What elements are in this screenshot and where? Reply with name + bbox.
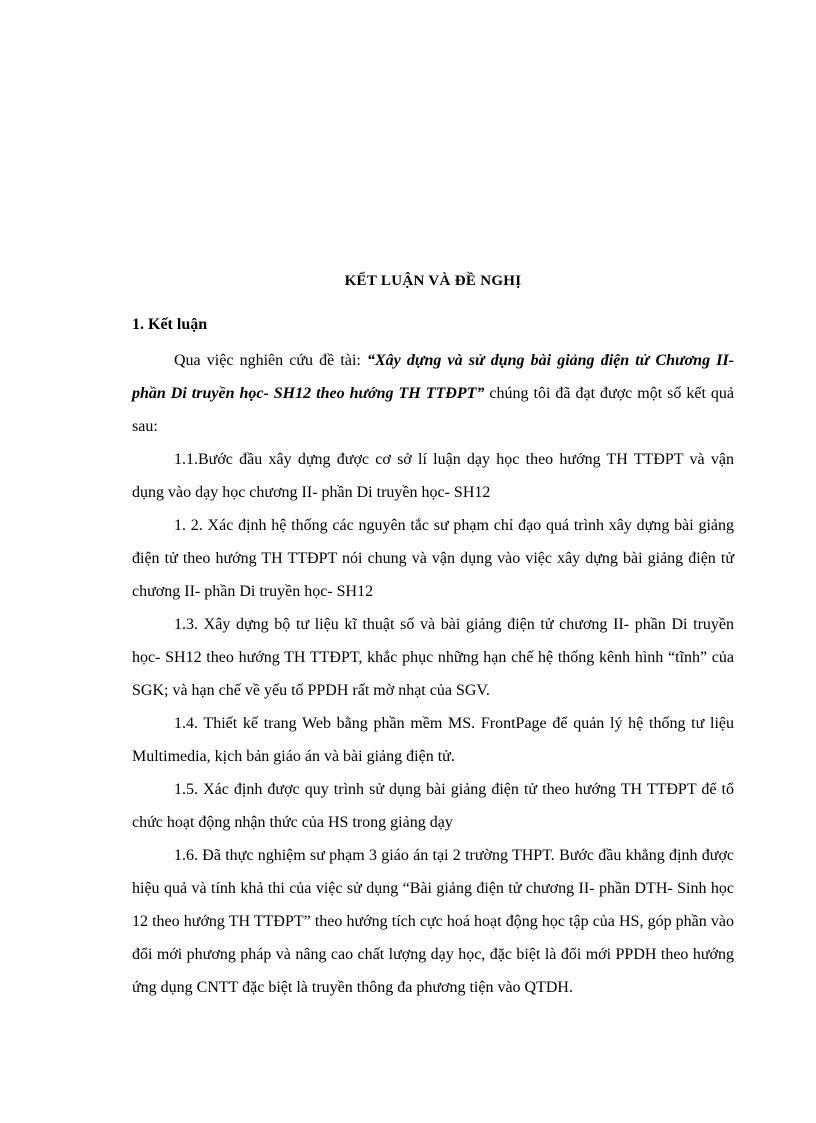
- page-title: KẾT LUẬN VÀ ĐỀ NGHỊ: [344, 273, 522, 289]
- result-item-1-1: 1.1.Bước đầu xây dựng được cơ sở lí luận dạy học theo hướng TH TTĐPT và vận dụng vào dạy học chương II- phần Di truyền học- SH12: [132, 451, 734, 501]
- body-text: [132, 344, 734, 1004]
- result-item-1-2: 1. 2. Xác định hệ thống các nguyên tắc sư phạm chỉ đạo quá trình xây dựng bài giảng điện tử theo hướng TH TTĐPT nói chung và vận dụng vào việc xây dựng bài giảng điện tử chương II- phần Di truyền học- SH12: [132, 517, 734, 600]
- result-item-1-5: 1.5. Xác định được quy trình sử dụng bài giảng điện tử theo hướng TH TTĐPT để tổ chức hoạt động nhận thức của HS trong giảng dạy: [132, 781, 734, 831]
- intro-text-before: Qua việc nghiên cứu đề tài:: [174, 352, 367, 369]
- result-item-1-4: 1.4. Thiết kế trang Web bằng phần mềm MS. FrontPage để quản lý hệ thống tư liệu Multimedia, kịch bản giáo án và bài giảng điện tử.: [132, 715, 734, 765]
- section-heading: 1. Kết luận: [132, 316, 208, 333]
- intro-text-after: chúng tôi đã đạt được một số kết quả sau:: [132, 385, 735, 435]
- result-item-1-6: 1.6. Đã thực nghiệm sư phạm 3 giáo án tại 2 trường THPT. Bước đầu khẳng định được hiệu quả và tính khả thi của việc sử dụng “Bài giảng điện tử chương II- phần DTH- Sinh học 12 theo hướng TH TTĐPT” theo hướng tích cực hoá hoạt động học tập của HS, góp phần vào đổi mới phương pháp và nâng cao chất lượng dạy học, đặc biệt là đổi mới PPDH theo hướng ứng dụng CNTT đặc biệt là truyền thông đa phương tiện vào QTDH.: [132, 847, 734, 996]
- result-item-1-3: 1.3. Xây dựng bộ tư liệu kĩ thuật số và bài giảng điện tử chương II- phần Di truyền học- SH12 theo hướng TH TTĐPT, khắc phục những hạn chế hệ thống kênh hình “tĩnh” của SGK; và hạn chế về yếu tố PPDH rất mờ nhạt của SGV.: [132, 616, 734, 699]
- intro-paragraph: [132, 344, 734, 443]
- research-topic: “Xây dựng và sử dụng bài giảng điện tử Chương II- phần Di truyền học- SH12 theo hướng TH TTĐPT”: [132, 352, 734, 402]
